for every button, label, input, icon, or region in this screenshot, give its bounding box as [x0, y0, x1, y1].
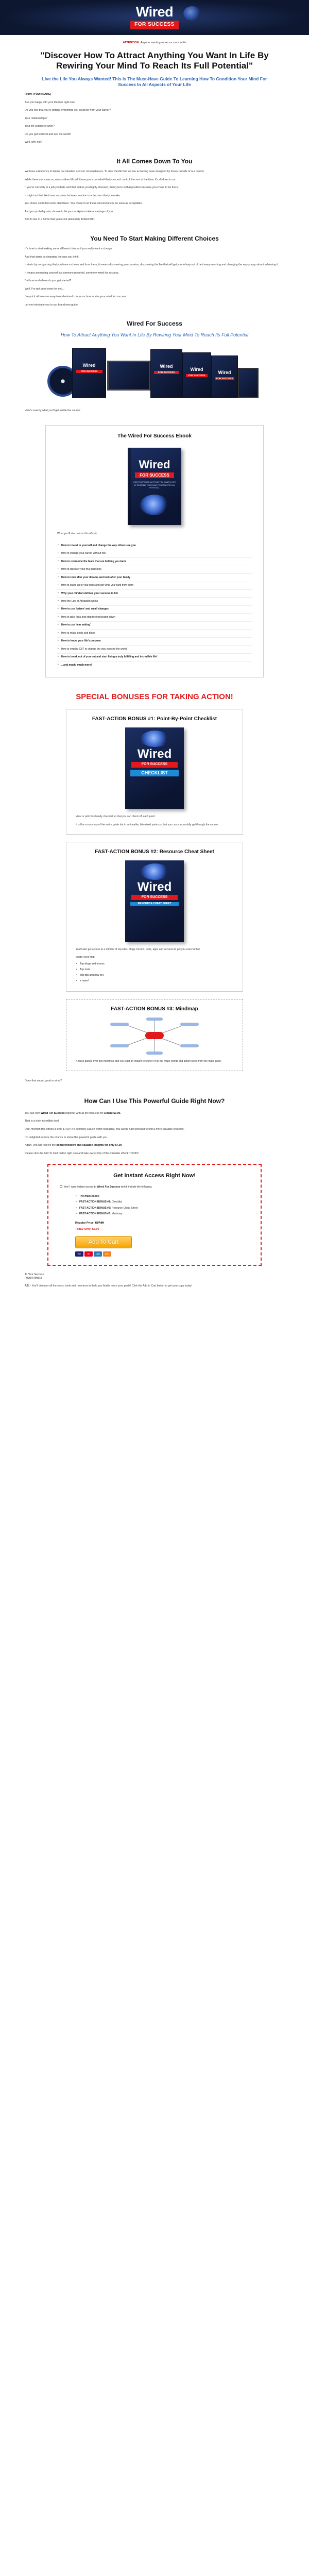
attention-line	[25, 41, 284, 45]
order-title: Get Instant Access Right Now!	[113, 1173, 196, 1179]
list-item: • How to discover your true passions	[57, 566, 252, 574]
price-paragraph: You can own Wired For Success together with all the bonuses for a mere $7.00.	[25, 1111, 121, 1115]
paragraph: It means presenting yourself as someone powerful, someone wired for success.	[25, 271, 119, 275]
list-item: • Why your mindset defines your success in life	[57, 590, 252, 598]
attention-text: Anyone wanting more success in life	[140, 41, 186, 44]
paragraph: If you're currently in a job you hate and that makes you highly stressed, then you're in that position because you chose to be there.	[25, 186, 179, 190]
bonus2-list	[76, 961, 233, 984]
visa-card-icon: VISA	[75, 1251, 83, 1257]
list-item: • The main eBook	[75, 1193, 249, 1199]
paragraph: A quick glance over this mindmap and you'll get an instant refresher of all the major points and action steps from the main guide.	[76, 1059, 222, 1063]
list-item: • How to take risks and stop feeling beaten down	[57, 614, 252, 621]
list-item: • How to use 'fear setting'	[57, 622, 252, 630]
ebook-cover-image	[128, 448, 181, 525]
paragraph: Let me introduce you to our brand new guide:	[25, 303, 79, 307]
list-item: • FAST-ACTION BONUS #3: Mindmap	[75, 1211, 249, 1217]
section2-body	[25, 247, 284, 307]
cover-word-wired: Wired	[139, 457, 170, 471]
list-item: • How to change your career without risk	[57, 550, 252, 558]
list-item: • How to look after your dreams and look after your family	[57, 574, 252, 582]
list-item: • Top blogs and forums	[76, 961, 233, 967]
cover-description: HOW TO ATTRACT ANYTHING YOU WANT IN LIFE BY REWIRING YOUR MIND TO REACH ITS FULL POTENTIAL	[133, 481, 176, 489]
paragraph: Again, you will receive the comprehensive and valuable insights for only $7.00	[25, 1144, 122, 1147]
ebook-title: The Wired For Success Ebook	[117, 433, 192, 439]
paragraph: It's time to start making some different choices if you really want a change.	[25, 247, 113, 251]
section1-body	[25, 170, 284, 222]
postscript: P.S. - You'll discover all the steps, tools and resources to help you finally reach your goals! Click the Add to Cart button to get your copy today!	[25, 1284, 193, 1288]
page-subheadline: Live the Life You Always Wanted! This is The Must-Have Guide To Learning How To Condition Your Mind For Success In All Aspects of Your Life	[42, 76, 267, 87]
list-item: • + more!	[76, 978, 233, 984]
section-title-different-choices: You Need To Start Making Different Choices	[90, 234, 219, 242]
list-item: • How to stand up to your boss and get what you want from them	[57, 582, 252, 590]
header-banner	[0, 0, 309, 35]
brain-icon	[141, 863, 169, 880]
ebook-section	[45, 425, 264, 677]
checklist-cover-image: Wired FOR SUCCESS CHECKLIST	[125, 727, 184, 809]
mastercard-icon: MC	[84, 1251, 93, 1257]
order-includes-list	[75, 1193, 249, 1217]
paragraph: You'll also get access to a rolodex of top sites, blogs, forums, tools, apps and services to get you even further.	[76, 947, 201, 951]
bonus2-title: FAST-ACTION BONUS #2: Resource Cheat Sheet	[95, 849, 214, 855]
inside-label: Inside you'll find:	[76, 956, 95, 959]
product-tagline: How To Attract Anything You Want In Life By Rewiring Your Mind To Reach Its Full Potential	[60, 332, 249, 337]
brain-icon	[183, 6, 201, 21]
bonus3-title: FAST-ACTION BONUS #3: Mindmap	[111, 1006, 198, 1012]
paragraph: I've put it all into one easy-to-understand course on how to wire your mind for success.	[25, 295, 127, 299]
bonus3-section	[66, 999, 243, 1071]
list-item: • How to break out of your rut and start living a truly fulfilling and incredible life!	[57, 654, 252, 662]
discover-card-icon: DISC	[103, 1251, 111, 1257]
cheatsheet-cover-image: Wired FOR SUCCESS RESOURCE CHEAT SHEET	[125, 860, 184, 942]
letter-line: Do you get to travel and see the world?	[25, 132, 72, 136]
letter-line: Do you feel that you're getting everything you could be from your career?	[25, 109, 111, 112]
cover-word-for-success: FOR SUCCESS	[135, 472, 174, 479]
checkbox[interactable]	[60, 1185, 62, 1188]
paragraph: It is like a summary of the entire guide but in actionable, bite-sized points so that you can successfully get through the course.	[76, 823, 219, 826]
bonus1-section	[66, 709, 243, 835]
letter-line: Your relationships?	[25, 116, 47, 120]
list-item: • FAST-ACTION BONUS #1: Checklist	[75, 1199, 249, 1206]
letter-from: From: [YOUR NAME]	[25, 92, 52, 96]
product-book-main: Wired FOR SUCCESS	[150, 349, 182, 398]
product-book-checklist: Wired FOR SUCCESS	[182, 352, 211, 398]
page-headline: "Discover How To Attract Anything You Want In Life By Rewiring Your Mind To Reach Its Full Potential"	[40, 50, 269, 71]
list-item: • How the Law of Attraction works	[57, 598, 252, 605]
paragraph: Did I mention this eBook is only $7.00? It's definitely a push worth repeating. You will be hard-pressed to find a more valuable resource.	[25, 1128, 185, 1131]
signoff: To Your Success,	[25, 1273, 45, 1276]
ebook-benefits-list	[57, 542, 252, 669]
signature-block	[25, 1273, 284, 1289]
section-title-it-all-comes-down: It All Comes Down To You	[116, 157, 193, 165]
bonus2-section	[66, 842, 243, 992]
paragraph: View or print this handy checklist so that you can check off each point.	[76, 815, 156, 819]
today-price: Today Only: $7.00	[75, 1227, 99, 1231]
mindmap-image	[108, 1018, 201, 1055]
logo-word-for-success: FOR SUCCESS	[130, 21, 179, 29]
order-box	[47, 1164, 262, 1266]
letter-line: Are you happy with your lifestyle right now	[25, 100, 75, 104]
add-to-cart-button[interactable]: Add To Cart	[75, 1236, 132, 1248]
attention-label: ATTENTION:	[123, 41, 140, 44]
payment-cards	[75, 1251, 249, 1257]
bonus1-title: FAST-ACTION BONUS #1: Point-By-Point Checklist	[92, 716, 217, 722]
regular-price: Regular Price: $27.00	[75, 1221, 104, 1225]
inside-course-text: Here's exactly what you'll get inside the course:	[25, 409, 81, 412]
product-box-large: Wired FOR SUCCESS	[72, 348, 106, 398]
paragraph: We have a tendency to blame our situation and our circumstances. To view the life that we live as having been designed by forces outside of our control.	[25, 170, 205, 174]
list-item: • How to make goals and plans	[57, 630, 252, 637]
paragraph: It starts by recognizing that you have a choice and from there, it means discovering your passion, discovering the fire that will get you to leap out of bed every morning and changing the way you go about achieving it.	[25, 263, 279, 267]
list-item: • FAST-ACTION BONUS #2: Resource Cheat Sheet	[75, 1206, 249, 1212]
sounds-good-text: Does that sound good or what?	[25, 1079, 62, 1083]
list-item: • How to invest in yourself and change the way others see you	[57, 542, 252, 550]
amex-card-icon: AMEX	[94, 1251, 102, 1257]
product-title: Wired For Success	[127, 320, 182, 328]
mindmap-center-node	[145, 1032, 164, 1039]
list-item: • How to know your life's purpose	[57, 638, 252, 646]
brain-icon	[140, 495, 169, 515]
list-item: • How to use 'kaizen' and small changes	[57, 606, 252, 614]
ebook-intro: What you'll discover in this eBook:	[57, 532, 98, 535]
paragraph: You chose not to find work elsewhere. You chose to let these circumstances be seen as acceptable.	[25, 202, 143, 206]
list-item: • Top tools	[76, 967, 233, 973]
product-tablet	[238, 368, 259, 398]
paragraph: It might not feel like it was a choice but even inaction is a decision that you make.	[25, 194, 121, 197]
logo-word-wired: Wired	[135, 4, 174, 20]
letter-line: Well, why not?	[25, 141, 42, 144]
paragraph: And to live in a home that you're not absolutely thrilled with.	[25, 218, 95, 222]
product-bundle-image	[25, 345, 284, 403]
paragraph: That is a truly incredible deal!	[25, 1120, 60, 1123]
paragraph: Well, I've got good news for you...	[25, 287, 65, 291]
list-item: • ...and much, much more!	[57, 662, 252, 669]
intro-letter	[25, 93, 284, 145]
letter-line: Your life outside of work?	[25, 125, 55, 128]
paragraph: And you probably also choose to let your workplace take advantage of you.	[25, 210, 114, 213]
order-checkbox-line[interactable]: Yes! I want instant access to Wired For Success which include the following:	[60, 1185, 249, 1189]
signer-name: [YOUR NAME]	[25, 1277, 42, 1280]
paragraph: But how and where do you get started?	[25, 279, 72, 283]
product-laptop	[107, 361, 150, 391]
paragraph: I'm delighted to have the chance to share this powerful guide with you.	[25, 1136, 108, 1139]
bonuses-heading: SPECIAL BONUSES FOR TAKING ACTION!	[76, 692, 233, 702]
list-item: • How to employ CBT to change the way you see the world	[57, 646, 252, 653]
paragraph: Please click the Add To Cart button right now and take ownership of this valuable eBook TODAY!	[25, 1151, 139, 1155]
paragraph: While there are some occasions when life will throw you a curveball that you can't control, the rest of the time, it's all down to us.	[25, 178, 176, 181]
paragraph: And that starts by changing the way you think.	[25, 255, 79, 259]
list-item: • How to overcome the fears that are holding you back	[57, 558, 252, 566]
product-book-cheatsheet: Wired FOR SUCCESS	[211, 355, 238, 398]
how-to-use-title: How Can I Use This Powerful Guide Right Now?	[84, 1097, 225, 1105]
header-logo[interactable]	[122, 4, 187, 31]
main-content	[21, 41, 288, 1289]
list-item: • Top tips and how to's	[76, 973, 233, 978]
